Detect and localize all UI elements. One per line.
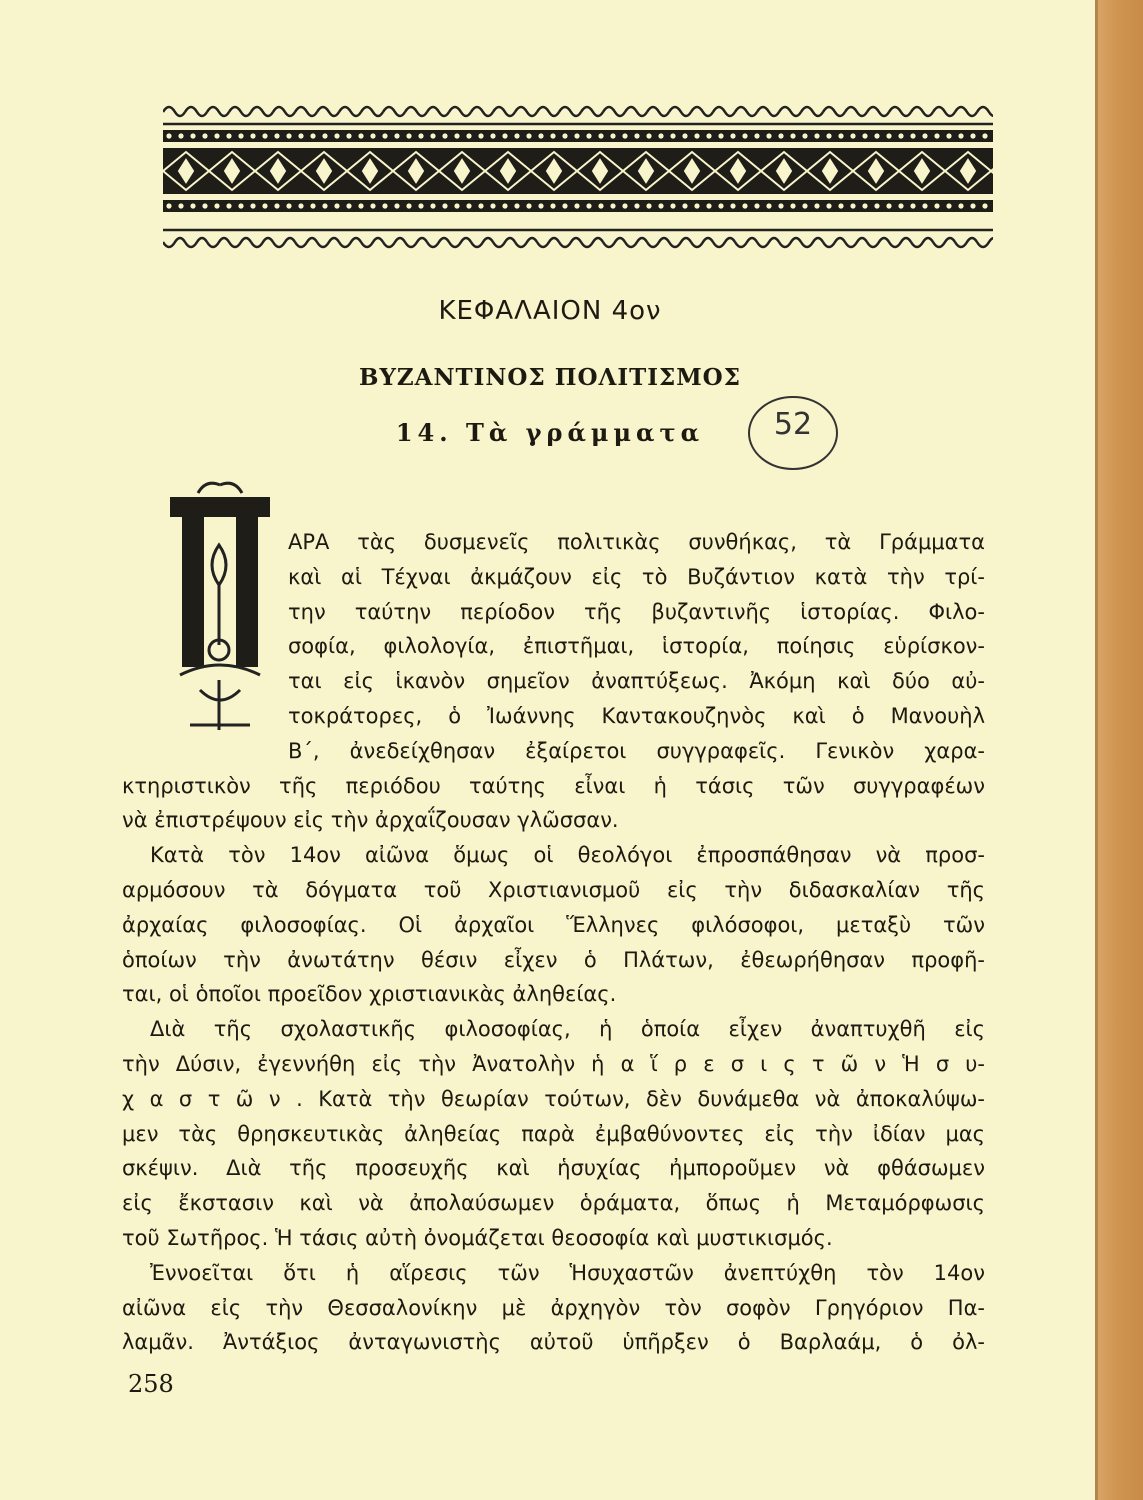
page-number: 258 (128, 1370, 174, 1398)
text-line: Β΄, ἀνεδείχθησαν ἐξαίρετοι συγγραφεῖς. Γενικὸν χαρα- (288, 738, 985, 763)
text-line: τοκράτορες, ὁ Ἰωάννης Καντακουζηνὸς καὶ ὁ Μανουὴλ (288, 704, 985, 728)
text-line: την ταύτην περίοδον τῆς βυζαντινῆς ἱστορίας. Φιλο- (288, 599, 985, 624)
text-line: ται εἰς ἱκανὸν σημεῖον ἀναπτύξεως. Ἀκόμη καὶ δύο αὐ- (288, 669, 985, 694)
section-heading: 14. Τὰ γράμματα (395, 418, 705, 447)
text-line: Διὰ τῆς σχολαστικῆς φιλοσοφίας, ἡ ὁποία εἶχεν ἀναπτυχθῆ εἰς (150, 1017, 985, 1042)
text-line: κτηριστικὸν τῆς περιόδου ταύτης εἶναι ἡ τάσις τῶν συγγραφέων (122, 773, 985, 798)
text-line: αρμόσουν τὰ δόγματα τοῦ Χριστιανισμοῦ εἰς τὴν διδασκαλίαν τῆς (122, 878, 985, 902)
text-line: μεν τὰς θρησκευτικὰς ἀληθείας παρὰ ἐμβαθύνοντες εἰς τὴν ἰδίαν μας (122, 1121, 985, 1146)
header-ornament (163, 96, 993, 258)
text-line: τὴν Δύσιν, ἐγεννήθη εἰς τὴν Ἀνατολὴν ἡ α ἵ ρ ε σ ι ς τ ῶ ν Ἡ σ υ- (122, 1052, 985, 1076)
text-line: τοῦ Σωτῆρος. Ἡ τάσις αὐτὴ ὀνομάζεται θεοσοφία καὶ μυστικισμός. (122, 1226, 833, 1250)
book-binding (1098, 0, 1143, 1500)
text-line: σοφία, φιλολογία, ἐπιστῆμαι, ἱστορία, ποίησις εὑρίσκον- (288, 634, 985, 659)
chapter-heading: ΚΕΦΑΛΑΙΟΝ 4ον (438, 296, 662, 326)
drop-cap (160, 475, 278, 735)
text-line: καὶ αἱ Τέχναι ἀκμάζουν εἰς τὸ Βυζάντιον κατὰ τὴν τρί- (288, 564, 985, 589)
text-line: αἰῶνα εἰς τὴν Θεσσαλονίκην μὲ ἀρχηγὸν τὸν σοφὸν Γρηγόριον Πα- (122, 1295, 985, 1320)
library-stamp (745, 393, 841, 473)
text-line: Ἐννοεῖται ὅτι ἡ αἵρεσις τῶν Ἡσυχαστῶν ἀνεπτύχθη τὸν 14ον (150, 1260, 985, 1285)
stamp-number: 52 (773, 407, 813, 442)
text-line: εἰς ἔκστασιν καὶ νὰ ἀπολαύσωμεν ὁράματα, ὅπως ἡ Μεταμόρφωσις (122, 1191, 985, 1216)
text-line: νὰ ἐπιστρέψουν εἰς τὴν ἀρχαΐζουσαν γλῶσσαν. (122, 808, 619, 833)
text-line: ΑΡΑ τὰς δυσμενεῖς πολιτικὰς συνθήκας, τὰ Γράμματα (288, 530, 985, 554)
text-line: σκέψιν. Διὰ τῆς προσευχῆς καὶ ἡσυχίας ἠμποροῦμεν νὰ φθάσωμεν (122, 1156, 985, 1181)
text-line: ἀρχαίας φιλοσοφίας. Οἱ ἀρχαῖοι Ἕλληνες φιλόσοφοι, μεταξὺ τῶν (122, 912, 985, 937)
text-line: Κατὰ τὸν 14ον αἰῶνα ὅμως οἱ θεολόγοι ἐπροσπάθησαν νὰ προσ- (150, 843, 985, 868)
chapter-title: ΒΥΖΑΝΤΙΝΟΣ ΠΟΛΙΤΙΣΜΟΣ (359, 364, 741, 391)
text-line: λαμᾶν. Ἀντάξιος ἀνταγωνιστὴς αὐτοῦ ὑπῆρξεν ὁ Βαρλαάμ, ὁ ὀλ- (122, 1330, 985, 1355)
text-line: ὁποίων τὴν ἀνωτάτην θέσιν εἶχεν ὁ Πλάτων, ἐθεωρήθησαν προφῆ- (122, 947, 985, 972)
text-line: ται, οἱ ὁποῖοι προεῖδον χριστιανικὰς ἀληθείας. (122, 982, 617, 1007)
text-line: χ α σ τ ῶ ν . Κατὰ τὴν θεωρίαν τούτων, δὲν δυνάμεθα νὰ ἀποκαλύψω- (122, 1086, 985, 1111)
